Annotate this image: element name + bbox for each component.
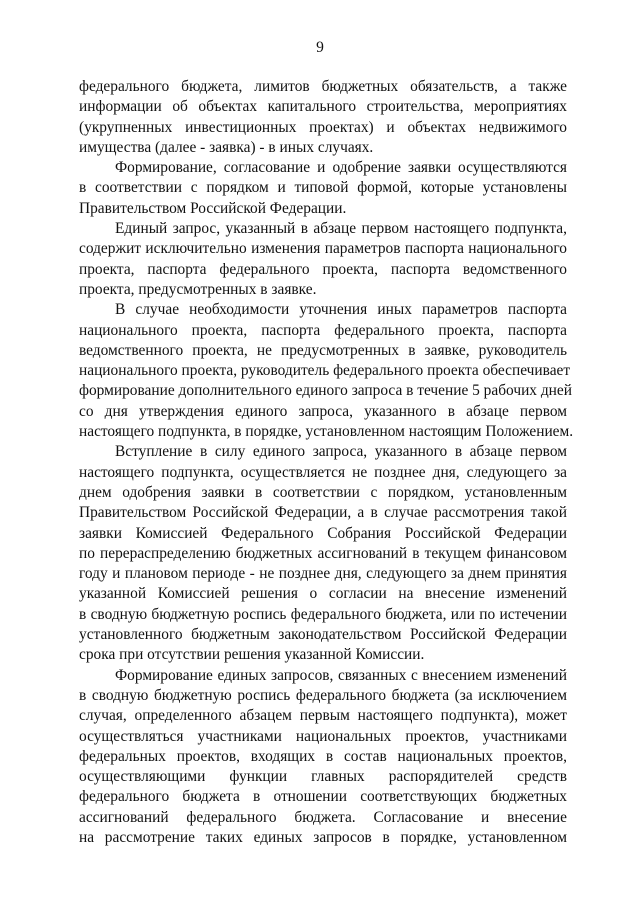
text-line: настоящего подпункта, осуществляется не позднее дня, следующего за bbox=[79, 463, 567, 481]
text-line: в соответствии с порядком и типовой формой, которые установлены bbox=[79, 179, 567, 197]
text-line: в сводную бюджетную роспись федерального бюджета, или по истечении bbox=[79, 605, 567, 623]
text-line: Правительством Российской Федерации. bbox=[79, 199, 347, 217]
text-line: днем одобрения заявки в соответствии с порядком, установленным bbox=[79, 483, 567, 501]
text-line: указанной Комиссией решения о согласии на внесение изменений bbox=[79, 585, 567, 603]
text-line: Вступление в силу единого запроса, указанного в абзаце первом bbox=[115, 443, 567, 461]
text-line: информации об объектах капитального строительства, мероприятиях bbox=[79, 98, 567, 116]
text-line: со дня утверждения единого запроса, указанного в абзаце первом bbox=[79, 402, 567, 420]
text-line: ведомственного проекта, не предусмотренных в заявке, руководитель bbox=[79, 341, 567, 359]
text-line: федеральных проектов, входящих в состав национальных проектов, bbox=[79, 747, 567, 765]
text-line: национального проекта, руководитель федерального проекта обеспечивает bbox=[79, 362, 571, 380]
text-line: В случае необходимости уточнения иных параметров паспорта bbox=[115, 301, 567, 319]
page-number: 9 bbox=[316, 39, 324, 56]
text-line: федерального бюджета в отношении соответствующих бюджетных bbox=[79, 788, 567, 806]
text-line: срока при отсутствии решения указанной Комиссии. bbox=[79, 646, 425, 664]
text-line: ассигнований федерального бюджета. Согласование и внесение bbox=[79, 808, 567, 826]
text-line: осуществляться участниками национальных проектов, участниками bbox=[79, 727, 567, 745]
text-line: настоящего подпункта, в порядке, установленном настоящим Положением. bbox=[79, 423, 574, 441]
text-line: содержит исключительно изменения параметров паспорта национального bbox=[79, 240, 567, 258]
text-line: осуществляющими функции главных распорядителей средств bbox=[79, 768, 567, 786]
text-line: на рассмотрение таких единых запросов в порядке, установленном bbox=[79, 828, 567, 846]
text-line: по перераспределению бюджетных ассигнований в текущем финансовом bbox=[79, 544, 567, 562]
text-line: национального проекта, паспорта федерального проекта, паспорта bbox=[79, 321, 567, 339]
text-line: (укрупненных инвестиционных проектах) и объектах недвижимого bbox=[79, 118, 567, 136]
text-line: федерального бюджета, лимитов бюджетных обязательств, а также bbox=[79, 78, 567, 95]
document-body bbox=[79, 77, 574, 848]
text-line: Единый запрос, указанный в абзаце первом настоящего подпункта, bbox=[115, 220, 567, 238]
text-line: Формирование, согласование и одобрение заявки осуществляются bbox=[115, 159, 567, 177]
text-line: случая, определенного абзацем первым настоящего подпункта), может bbox=[79, 707, 567, 725]
text-line: имущества (далее - заявка) - в иных случаях. bbox=[79, 138, 374, 156]
text-line: году и плановом периоде - не позднее дня, следующего за днем принятия bbox=[79, 565, 567, 583]
text-line: формирование дополнительного единого запроса в течение 5 рабочих дней bbox=[79, 382, 572, 400]
text-line: проекта, паспорта федерального проекта, паспорта ведомственного bbox=[79, 260, 567, 278]
text-line: в сводную бюджетную роспись федерального бюджета (за исключением bbox=[79, 686, 567, 704]
text-line: установленного бюджетным законодательством Российской Федерации bbox=[79, 626, 567, 644]
text-line: проекта, предусмотренных в заявке. bbox=[79, 280, 317, 298]
text-line: Формирование единых запросов, связанных с внесением изменений bbox=[115, 666, 567, 684]
text-line: Правительством Российской Федерации, а в случае рассмотрения такой bbox=[79, 504, 567, 522]
text-line: заявки Комиссией Федерального Собрания Российской Федерации bbox=[79, 524, 567, 542]
